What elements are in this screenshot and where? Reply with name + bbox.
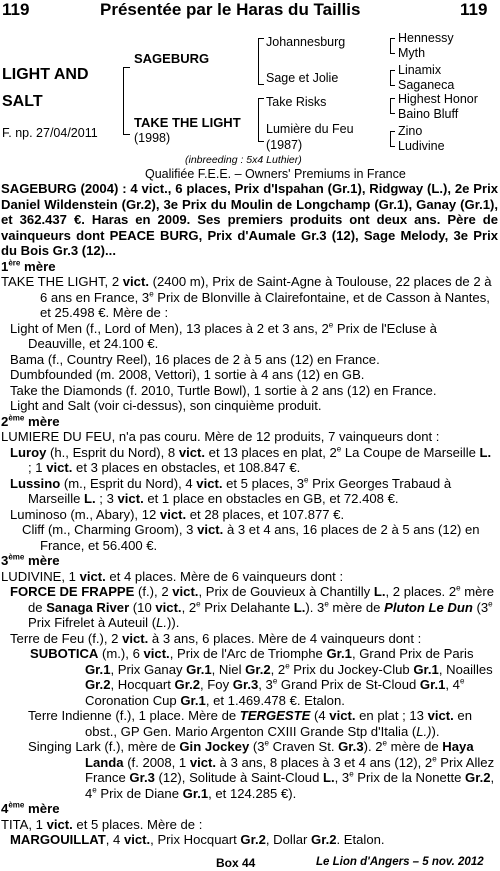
g3-5: Highest Honor (398, 92, 478, 106)
second-dam-text: LUMIERE DU FEU, n'a pas couru. Mère de 12 produits, 7 vainqueurs dont : (1, 429, 440, 444)
gd-produce-2: Lussino (m., Esprit du Nord), 4 vict. et 5 places, 3e Prix Georges Trabaud à Marseille L. ; 3 vict. et 1 place en obstacles en GB, et 72.408 €. (10, 475, 452, 506)
ggd-produce-2: Terre de Feu (f.), 2 vict. à 3 ans, 6 places. Mère de 4 vainqueurs dont : (10, 630, 422, 646)
dam-name: TAKE THE LIGHT (134, 115, 241, 130)
sale-place-date: Le Lion d'Angers – 5 nov. 2012 (316, 856, 484, 868)
dam-sire: Take Risks (266, 95, 327, 109)
fourth-dam-text: TITA, 1 vict. et 5 places. Mère de : (1, 816, 203, 832)
section-first-dam: 1ère mère (1, 258, 56, 274)
produce-5: Light and Salt (voir ci-dessus), son cinquième produit. (10, 398, 322, 413)
g4-produce-1: MARGOUILLAT, 4 vict., Prix Hocquart Gr.2, Dollar Gr.2. Etalon. (10, 832, 385, 847)
dam-dam: Lumière du Feu (266, 122, 354, 136)
gd-produce-3: Luminoso (m., Abary), 12 vict. et 28 places, et 107.877 €. (10, 506, 345, 522)
sire-dam: Sage et Jolie (266, 71, 339, 85)
page-title: Présentée par le Haras du Taillis (100, 0, 361, 19)
sire-sire: Johannesburg (266, 35, 346, 49)
sire-name: SAGEBURG (134, 51, 210, 66)
third-dam-text: LUDIVINE, 1 vict. et 4 places. Mère de 6 vainqueurs dont : (1, 568, 344, 584)
ggd-produce-2b: Terre Indienne (f.), 1 place. Mère de TERGESTE (4 vict. en plat ; 13 vict. en obst., GP Gen. Mario Argenton CXIII Grande Stp d'Italia (L.)). (28, 708, 472, 739)
dam-year: (1998) (134, 131, 171, 145)
g3-1: Hennessy (398, 31, 454, 45)
produce-2: Bama (f., Country Reel), 16 places de 2 à 5 ans (12) en France. (10, 351, 380, 367)
g3-8: Ludivine (398, 139, 445, 153)
g3-2: Myth (398, 46, 426, 60)
horse-name-line1: LIGHT AND (2, 66, 89, 83)
ggd-produce-2a: SUBOTICA (m.), 6 vict., Prix de l'Arc de Triomphe Gr.1, Grand Prix de Paris Gr.1, Prix Ganay Gr.1, Niel Gr.2, 2e Prix du Jockey-Club Gr.1, Noailles Gr.2, Hocquart Gr.2, Foy Gr.3, 3e Grand Prix de St-Cloud Gr.1, 4e Coronation Cup Gr.1, et 1.469.478 €. Etalon. (30, 646, 493, 708)
section-fourth-dam: 4ème mère (1, 800, 60, 816)
g3-6: Baino Bluff (398, 107, 459, 121)
sire-paragraph: SAGEBURG (2004) : 4 vict., 6 places, Prix d'Ispahan (Gr.1), Ridgway (L.), 2e Prix Daniel Wildenstein (Gr.2), 3e Prix du Moulin de Longchamp (Gr.1), Ganay (Gr.1), et 362.437 €. Haras en 2009. Ses premiers produits ont deux ans. Père de vainqueurs dont PEACE BURG, Prix d'Aumale Gr.3 (12), Sage Melody, 3e Prix du Bois Gr.3 (12)... (1, 181, 498, 258)
pedigree-notes (1, 181, 498, 848)
horse-name-line2: SALT (2, 93, 43, 110)
produce-1: Light of Men (f., Lord of Men), 13 places à 2 et 3 ans, 2e Prix de l'Ecluse à Deauville, et 24.100 €. (10, 320, 437, 351)
dam-dam-year: (1987) (266, 138, 303, 152)
ggd-produce-2c: Singing Lark (f.), mère de Gin Jockey (3e Craven St. Gr.3). 2e mère de Haya Landa (f. 2008, 1 vict. à 3 ans, 8 places à 3 et 4 ans (12), 2e Prix Allez France Gr.3 (12), Solitude à Saint-Cloud L., 3e Prix de la Nonette Gr.2, 4e Prix de Diane Gr.1, et 124.285 €). (28, 738, 495, 801)
birth-info: F. np. 27/04/2011 (2, 126, 98, 140)
g3-3: Linamix (398, 63, 442, 77)
g3-7: Zino (398, 124, 423, 138)
produce-3: Dumbfounded (m. 2008, Vettori), 1 sortie à 4 ans (12) en GB. (10, 367, 365, 382)
first-dam-text: TAKE THE LIGHT, 2 vict. (2400 m), Prix de Saint-Agne à Toulouse, 22 places de 2 à 6 ans en France, 3e Prix de Blonville à Clairefontaine, et de Casson à Nantes, et 25.498 €. Mère de : (1, 274, 492, 320)
gd-produce-1: Luroy (h., Esprit du Nord), 8 vict. et 13 places en plat, 2e La Coupe de Marseille L. ; 1 vict. et 3 places en obstacles, et 108.847 €. (10, 444, 492, 475)
g3-4: Saganeca (398, 78, 455, 92)
section-third-dam: 3ème mère (1, 552, 60, 568)
gd-produce-4: Cliff (m., Charming Groom), 3 vict. à 3 et 4 ans, 16 places de 2 à 5 ans (12) en France, et 56.400 €. (22, 522, 480, 553)
box-number: Box 44 (216, 856, 256, 870)
produce-4: Take the Diamonds (f. 2010, Turtle Bowl), 1 sortie à 2 ans (12) en France. (10, 382, 437, 398)
ggd-produce-1: FORCE DE FRAPPE (f.), 2 vict., Prix de Gouvieux à Chantilly L., 2 places. 2e mère de Sanaga River (10 vict., 2e Prix Delahante L.). 3e mère de Pluton Le Dun (3e Prix Fifrelet à Auteuil (L.)). (10, 583, 495, 630)
lot-number-right: 119 (460, 0, 488, 19)
section-second-dam: 2ème mère (1, 413, 60, 429)
inbreeding: (inbreeding : 5x4 Luthier) (185, 154, 302, 166)
lot-number-left: 119 (2, 0, 30, 19)
qualification: Qualifiée F.E.E. – Owners' Premiums in France (145, 167, 406, 181)
